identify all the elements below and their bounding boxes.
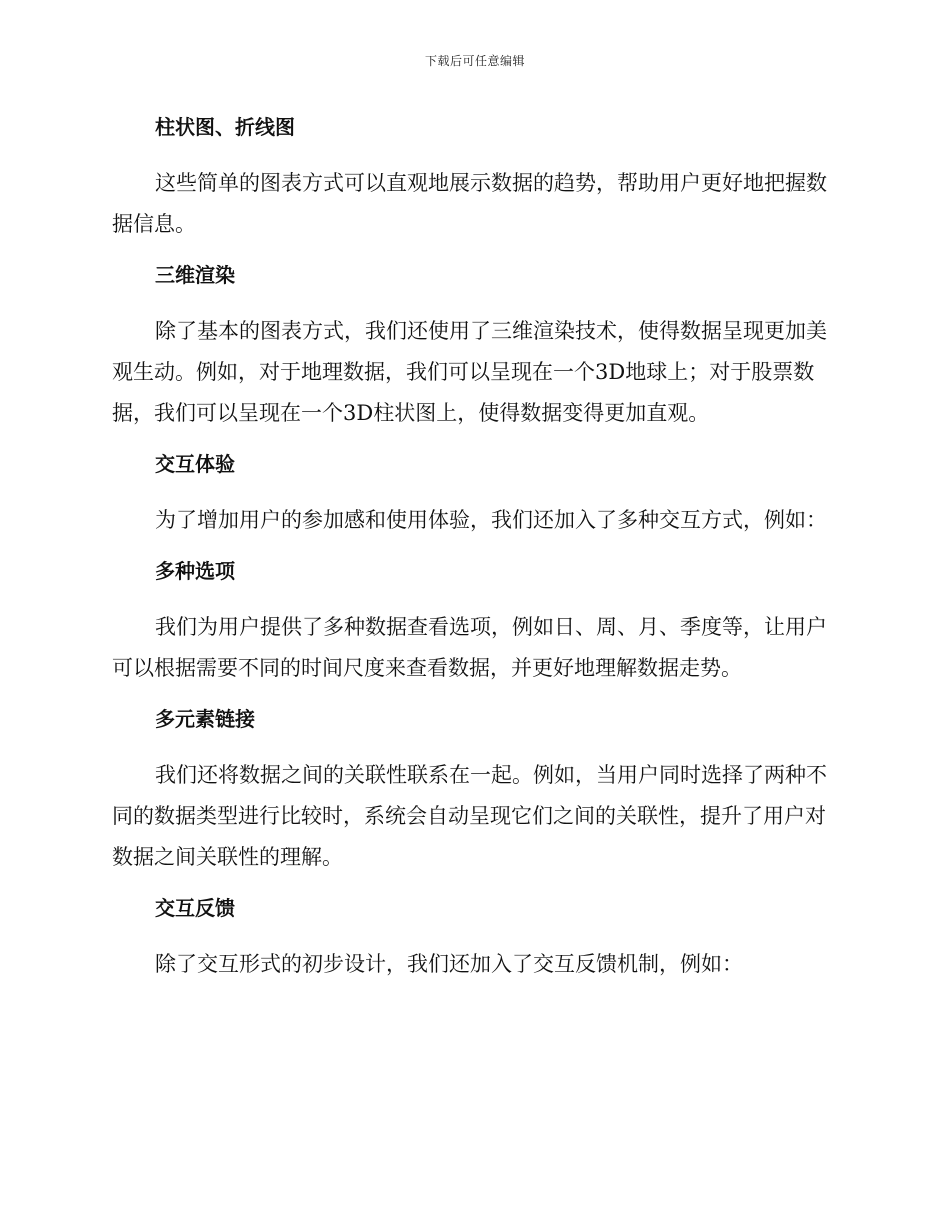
section-paragraph-multi-element-linking: 我们还将数据之间的关联性联系在一起。例如，当用户同时选择了两种不同的数据类型进行比较时，系统会自动呈现它们之间的关联性，提升了用户对数据之间关联性的理解。 (112, 763, 827, 869)
section-heading-multi-element-linking: 多元素链接 (155, 707, 255, 731)
section-paragraph-3d-rendering: 除了基本的图表方式，我们还使用了三维渲染技术，使得数据呈现更加美观生动。例如，对于地理数据，我们可以呈现在一个3D地球上；对于股票数据，我们可以呈现在一个3D柱状图上，使得数据变得更加直观。 (112, 319, 827, 425)
section-paragraph-interaction-experience: 为了增加用户的参加感和使用体验，我们还加入了多种交互方式，例如： (155, 508, 827, 532)
section-heading-multiple-options: 多种选项 (155, 559, 235, 583)
section-paragraph-interaction-feedback: 除了交互形式的初步设计，我们还加入了交互反馈机制，例如： (155, 952, 743, 976)
section-heading-3d-rendering: 三维渲染 (155, 263, 235, 287)
page-header-note: 下载后可任意编辑 (424, 54, 525, 68)
document-body (112, 108, 832, 985)
section-heading-interaction-experience: 交互体验 (155, 452, 235, 476)
section-heading-interaction-feedback: 交互反馈 (155, 896, 235, 920)
section-paragraph-multiple-options: 我们为用户提供了多种数据查看选项，例如日、周、月、季度等，让用户可以根据需要不同的时间尺度来查看数据，并更好地理解数据走势。 (112, 615, 827, 680)
section-paragraph-bar-line-charts: 这些简单的图表方式可以直观地展示数据的趋势，帮助用户更好地把握数据信息。 (112, 171, 827, 236)
section-heading-bar-line-charts: 柱状图、折线图 (155, 115, 295, 139)
